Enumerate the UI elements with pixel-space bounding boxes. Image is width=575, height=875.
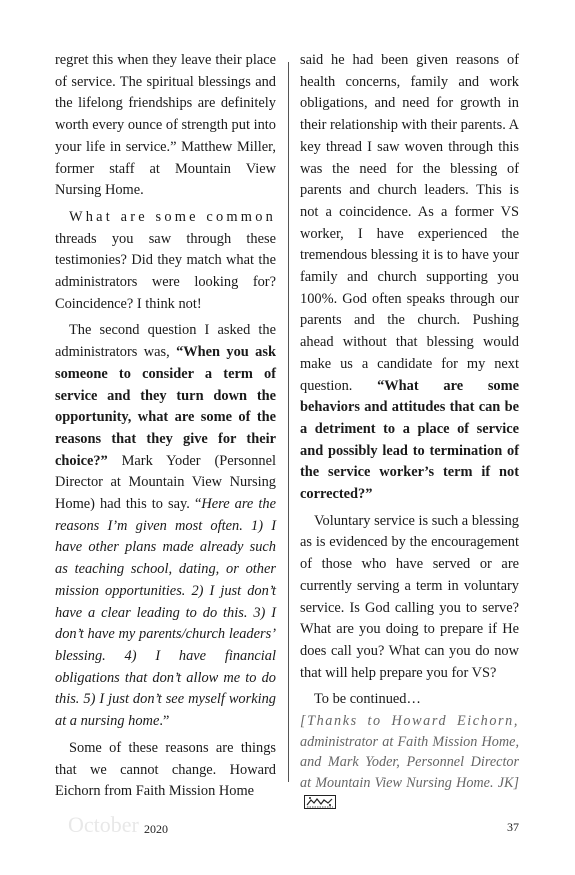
footer-month: October [68,812,139,837]
second-question-intro: The second question I asked the administrators was, [55,322,276,361]
second-question-bold: “When you ask someone to consider a term of service and they turn down the opportunity, what are some of the reasons that they give for their choice?” [55,344,276,469]
quote-close: .” [159,713,170,730]
paragraph-howard-eichorn-reasons [300,50,519,506]
paragraph-voluntary-service: Voluntary service is such a blessing as is evidenced by the encouragement of those who have served or are currently serving a term in voluntary service. Is God calling you to serve? What are you doing to prepare if He does call you? What can you do now that will help prepare you for VS? [300,512,519,681]
right-column [300,50,519,814]
end-of-article-stamp-icon [304,795,336,809]
footer-year: 2020 [144,822,168,836]
credits-rest: administrator at Faith Mission Home, and Mark Yoder, Personnel Director at Mountain View Nursing Home. JK] [300,733,519,791]
page-number: 37 [507,820,519,834]
paragraph-second-question [55,320,276,732]
mark-yoder-reasons-quote: Here are the reasons I’m given most often. 1) I have other plans made already such as teaching school, dating, or other mission opportunities. 2) I just don’t have a clear leading to do this. 3) I don’t have my parents/church leaders’ blessing. 4) I have financial obligations that don’t allow me to do this. 5) I just don’t see myself working at a nursing home [55,496,276,730]
third-question-bold: “What are some behaviors and attitudes that can be a detriment to a place of service and possibly lead to termination of the service worker’s term if not corrected?” [300,377,519,503]
paragraph-reasons-we-cannot-change: Some of these reasons are things that we cannot change. Howard Eichorn from Faith Mission Home [55,739,276,800]
to-be-continued: To be continued… [314,691,421,708]
paragraph-matthew-miller-quote: regret this when they leave their place of service. The spiritual blessings and the lifelong friendships are definitely worth every ounce of strength put into your life in service.” Matthew Miller, former staff at Mountain View Nursing Home. [55,52,276,199]
credits-note [300,711,519,814]
column-divider [288,62,289,782]
paragraph-common-threads [55,207,276,316]
howard-eichorn-text: said he had been given reasons of health concerns, family and work obligations, and need for growth in their relationship with their parents. A key thread I saw woven through this was the need for the blessing of parents and church leaders. This is not a coincidence. As a former VS worker, I have experienced the tremendous blessing it is to have your family and church supporting you 100%. God often speaks through our parents and the church. Pushing ahead without that blessing would make us a candidate for my next question. [300,52,520,394]
spaced-lead-in: What are some common [69,208,276,225]
left-column [55,50,276,803]
credits-lead: [Thanks to Howard Eichorn, [300,713,519,730]
paragraph-common-threads-rest: threads you saw through these testimonies? Did they match what the administrators were looking for? Coincidence? I think not! [55,230,276,312]
second-question-attribution: Mark Yoder (Personnel Director at Mountain View Nursing Home) had this to say. “ [55,452,276,513]
